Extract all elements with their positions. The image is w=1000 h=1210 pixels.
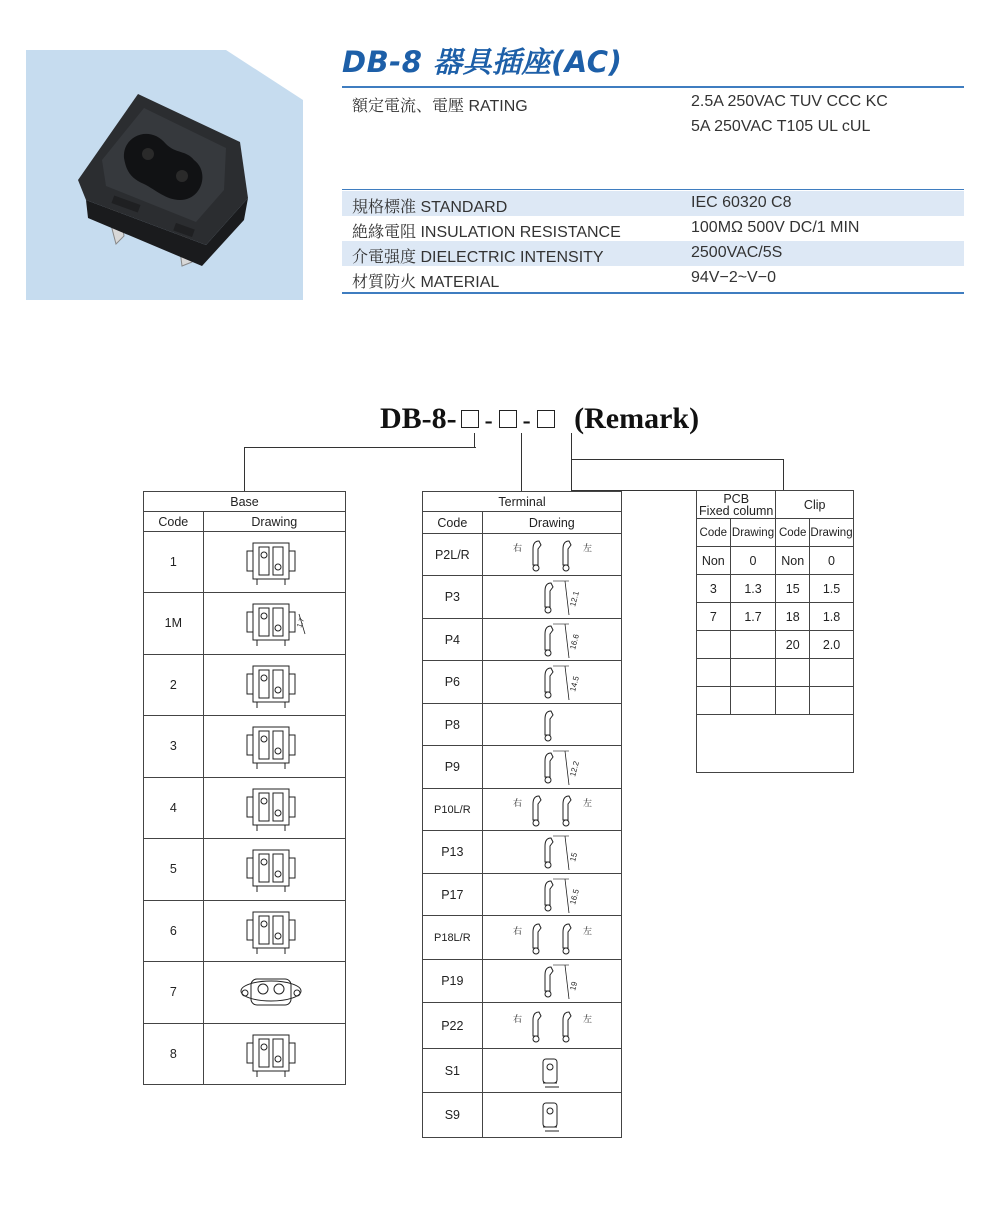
- terminal-row: [423, 1093, 622, 1138]
- spec-label: 介電强度 DIELECTRIC INTENSITY: [352, 249, 604, 266]
- terminal-code: P22: [423, 1003, 483, 1049]
- title-rule: [342, 86, 964, 88]
- part-dash: -: [484, 408, 493, 434]
- base-col-drawing: Drawing: [203, 512, 345, 532]
- base-row: [144, 839, 346, 901]
- spec-label: 材質防火 MATERIAL: [352, 274, 500, 291]
- clip-drawing: [810, 687, 854, 715]
- pcb-clip-row: [697, 603, 854, 631]
- clip-drawing: 1.8: [810, 603, 854, 631]
- base-col-code: Code: [144, 512, 204, 532]
- terminal-drawing-cell: [482, 789, 621, 831]
- pcb-clip-table: [696, 490, 854, 773]
- pcb-drawing: [730, 687, 776, 715]
- terminal-row: [423, 831, 622, 874]
- base-drawing: [231, 967, 317, 1017]
- base-drawing: [231, 783, 317, 833]
- terminal-drawing-cell: [482, 1003, 621, 1049]
- pcb-code: [697, 659, 731, 687]
- clip-drawing: 1.5: [810, 575, 854, 603]
- pcb-drawing: 1.7: [730, 603, 776, 631]
- base-row: [144, 532, 346, 593]
- base-row: [144, 716, 346, 778]
- terminal-drawing-cell: [482, 534, 621, 576]
- left-label: 左: [582, 542, 592, 553]
- base-row: [144, 962, 346, 1024]
- clip-code: [776, 687, 810, 715]
- base-row: [144, 1023, 346, 1085]
- terminal-row: [423, 534, 622, 576]
- part-remark: (Remark): [574, 402, 700, 435]
- terminal-drawing-cell: [482, 619, 621, 661]
- spec-label: 絶緣電阻 INSULATION RESISTANCE: [352, 224, 621, 241]
- base-code: 8: [144, 1023, 204, 1085]
- terminal-row: [423, 874, 622, 916]
- base-code: 3: [144, 716, 204, 778]
- base-drawing-cell: [203, 839, 345, 901]
- pcb-code: 7: [697, 603, 731, 631]
- pcb-clip-row: [697, 631, 854, 659]
- clip-code: 18: [776, 603, 810, 631]
- right-label: 右: [512, 925, 522, 936]
- terminal-drawing: [507, 1095, 597, 1135]
- base-drawing-cell: [203, 654, 345, 716]
- terminal-code: P3: [423, 576, 483, 619]
- part-number-code: [380, 402, 699, 436]
- terminal-drawing: [507, 620, 597, 660]
- base-drawing: [231, 1029, 317, 1079]
- base-connector-stub: [474, 433, 475, 448]
- base-row: [144, 777, 346, 839]
- base-row: [144, 900, 346, 962]
- terminal-drawing: [507, 961, 597, 1001]
- pcb-col-code: Code: [697, 519, 731, 547]
- left-label: 左: [582, 797, 592, 808]
- pcb-drawing: [730, 631, 776, 659]
- pcb-col-drawing: Drawing: [730, 519, 776, 547]
- spec-row-material: [342, 266, 964, 291]
- clip-drawing: 0: [810, 547, 854, 575]
- terminal-drawing: [507, 747, 597, 787]
- terminal-drawing-cell: [482, 1049, 621, 1093]
- terminal-col-code: Code: [423, 512, 483, 534]
- terminal-drawing-cell: [482, 704, 621, 746]
- terminal-drawing: [507, 662, 597, 702]
- terminal-drawing-cell: [482, 874, 621, 916]
- pcb-code: [697, 631, 731, 659]
- pcb-clip-row: [697, 659, 854, 687]
- terminal-title: Terminal: [423, 492, 622, 512]
- part-prefix: DB-8-: [380, 402, 457, 435]
- base-dim-label: 1.7: [296, 617, 307, 629]
- terminal-dim-label: 12.2: [568, 760, 581, 778]
- base-drawing-cell: [203, 900, 345, 962]
- base-drawing: [231, 660, 317, 710]
- terminal-code: S9: [423, 1093, 483, 1138]
- base-code: 1M: [144, 593, 204, 655]
- base-code: 1: [144, 532, 204, 593]
- base-code-box: [461, 410, 479, 428]
- clip-drawing: [810, 659, 854, 687]
- terminal-code: P8: [423, 704, 483, 746]
- left-label: 左: [582, 925, 592, 936]
- terminal-dim-label: 19: [568, 980, 580, 992]
- product-title: DB-8 器具插座(AC): [342, 45, 623, 79]
- base-drawing: [231, 844, 317, 894]
- terminal-connector: [521, 433, 522, 491]
- pcb-clip-blank: [697, 715, 854, 773]
- terminal-drawing: [507, 577, 597, 617]
- pcb-code: Non: [697, 547, 731, 575]
- terminal-drawing: [507, 832, 597, 872]
- terminal-row: [423, 789, 622, 831]
- terminal-drawing: [507, 875, 597, 915]
- terminal-row: [423, 1049, 622, 1093]
- spec-bottom-rule: [342, 292, 964, 294]
- terminal-row: [423, 661, 622, 704]
- terminal-row: [423, 746, 622, 789]
- pcb-drawing: 0: [730, 547, 776, 575]
- terminal-row: [423, 704, 622, 746]
- right-label: 右: [512, 542, 522, 553]
- pcb-drawing: 1.3: [730, 575, 776, 603]
- spec-row-rating: [342, 90, 964, 115]
- terminal-code: P13: [423, 831, 483, 874]
- pcb-clip-row: [697, 687, 854, 715]
- pcb-code: 3: [697, 575, 731, 603]
- terminal-dim-label: 16.5: [568, 887, 581, 906]
- terminal-drawing: [507, 535, 597, 575]
- spec-row-standard: [342, 191, 964, 216]
- base-row: [144, 593, 346, 655]
- clip-title: Clip: [776, 491, 854, 519]
- clip-col-drawing: Drawing: [810, 519, 854, 547]
- terminal-drawing-cell: [482, 916, 621, 960]
- terminal-code: P19: [423, 960, 483, 1003]
- right-label: 右: [512, 1013, 522, 1024]
- spec-value: 2500VAC/5S: [691, 244, 783, 261]
- terminal-drawing: [507, 705, 597, 745]
- base-drawing-cell: [203, 532, 345, 593]
- pcb-clip-blank-cell: [697, 715, 854, 773]
- terminal-table: [422, 491, 622, 1138]
- base-code: 2: [144, 654, 204, 716]
- part-dash: -: [522, 408, 531, 434]
- spec-value: IEC 60320 C8: [691, 194, 792, 211]
- base-drawing: [231, 906, 317, 956]
- clip-code: [776, 659, 810, 687]
- base-drawing: [231, 537, 317, 587]
- terminal-code: P9: [423, 746, 483, 789]
- spec-value: 5A 250VAC T105 UL cUL: [691, 118, 871, 135]
- terminal-dim-label: 16.6: [568, 632, 581, 651]
- left-label: 左: [582, 1013, 592, 1024]
- terminal-code: S1: [423, 1049, 483, 1093]
- pcb-header: [697, 491, 776, 519]
- pcb-drawing: [730, 659, 776, 687]
- clip-code-box: [537, 410, 555, 428]
- clip-code: Non: [776, 547, 810, 575]
- spec-row-dielectric: [342, 241, 964, 266]
- product-photo: [26, 50, 303, 300]
- terminal-drawing: [507, 1006, 597, 1046]
- spec-row-insulation: [342, 216, 964, 241]
- base-drawing-cell: [203, 777, 345, 839]
- base-drawing-cell: [203, 1023, 345, 1085]
- terminal-drawing-cell: [482, 831, 621, 874]
- terminal-code: P6: [423, 661, 483, 704]
- base-drawing: [231, 721, 317, 771]
- pcb-subtitle: Fixed column: [699, 503, 774, 518]
- terminal-row: [423, 1003, 622, 1049]
- base-table: [143, 491, 346, 1085]
- spec-rule: [342, 189, 964, 190]
- terminal-code-box: [499, 410, 517, 428]
- terminal-code: P2L/R: [423, 534, 483, 576]
- base-title: Base: [144, 492, 346, 512]
- base-drawing-cell: [203, 593, 345, 655]
- terminal-dim-label: 12.1: [568, 590, 581, 608]
- terminal-row: [423, 619, 622, 661]
- terminal-code: P17: [423, 874, 483, 916]
- terminal-drawing-cell: [482, 661, 621, 704]
- terminal-drawing-cell: [482, 576, 621, 619]
- clip-col-code: Code: [776, 519, 810, 547]
- base-code: 7: [144, 962, 204, 1024]
- spec-value: 94V−2~V−0: [691, 269, 776, 286]
- terminal-row: [423, 960, 622, 1003]
- base-code: 5: [144, 839, 204, 901]
- terminal-drawing-cell: [482, 746, 621, 789]
- terminal-drawing: [507, 1051, 597, 1091]
- clip-connector: [571, 459, 784, 491]
- base-drawing-cell: [203, 962, 345, 1024]
- pcb-clip-row: [697, 575, 854, 603]
- base-code: 4: [144, 777, 204, 839]
- base-drawing-cell: [203, 716, 345, 778]
- spec-value: 2.5A 250VAC TUV CCC KC: [691, 93, 888, 110]
- spec-label: 額定電流、電壓 RATING: [352, 98, 528, 115]
- pcb-title: PCB: [723, 491, 750, 506]
- terminal-code: P4: [423, 619, 483, 661]
- right-label: 右: [512, 797, 522, 808]
- terminal-code: P18L/R: [423, 916, 483, 960]
- terminal-drawing: [507, 790, 597, 830]
- clip-code: 15: [776, 575, 810, 603]
- base-row: [144, 654, 346, 716]
- terminal-row: [423, 916, 622, 960]
- terminal-code: P10L/R: [423, 789, 483, 831]
- spec-value: 100MΩ 500V DC/1 MIN: [691, 219, 860, 236]
- base-code: 6: [144, 900, 204, 962]
- base-drawing: [231, 598, 317, 648]
- terminal-row: [423, 576, 622, 619]
- terminal-col-drawing: Drawing: [482, 512, 621, 534]
- clip-code: 20: [776, 631, 810, 659]
- terminal-drawing-cell: [482, 1093, 621, 1138]
- pcb-code: [697, 687, 731, 715]
- terminal-drawing-cell: [482, 960, 621, 1003]
- terminal-dim-label: 14.5: [568, 675, 581, 693]
- clip-drawing: 2.0: [810, 631, 854, 659]
- terminal-dim-label: 15: [568, 851, 580, 863]
- spec-row-rating-2: [342, 115, 964, 140]
- spec-label: 規格標准 STANDARD: [352, 199, 508, 216]
- base-connector: [244, 447, 476, 492]
- terminal-drawing: [507, 918, 597, 958]
- pcb-clip-row: [697, 547, 854, 575]
